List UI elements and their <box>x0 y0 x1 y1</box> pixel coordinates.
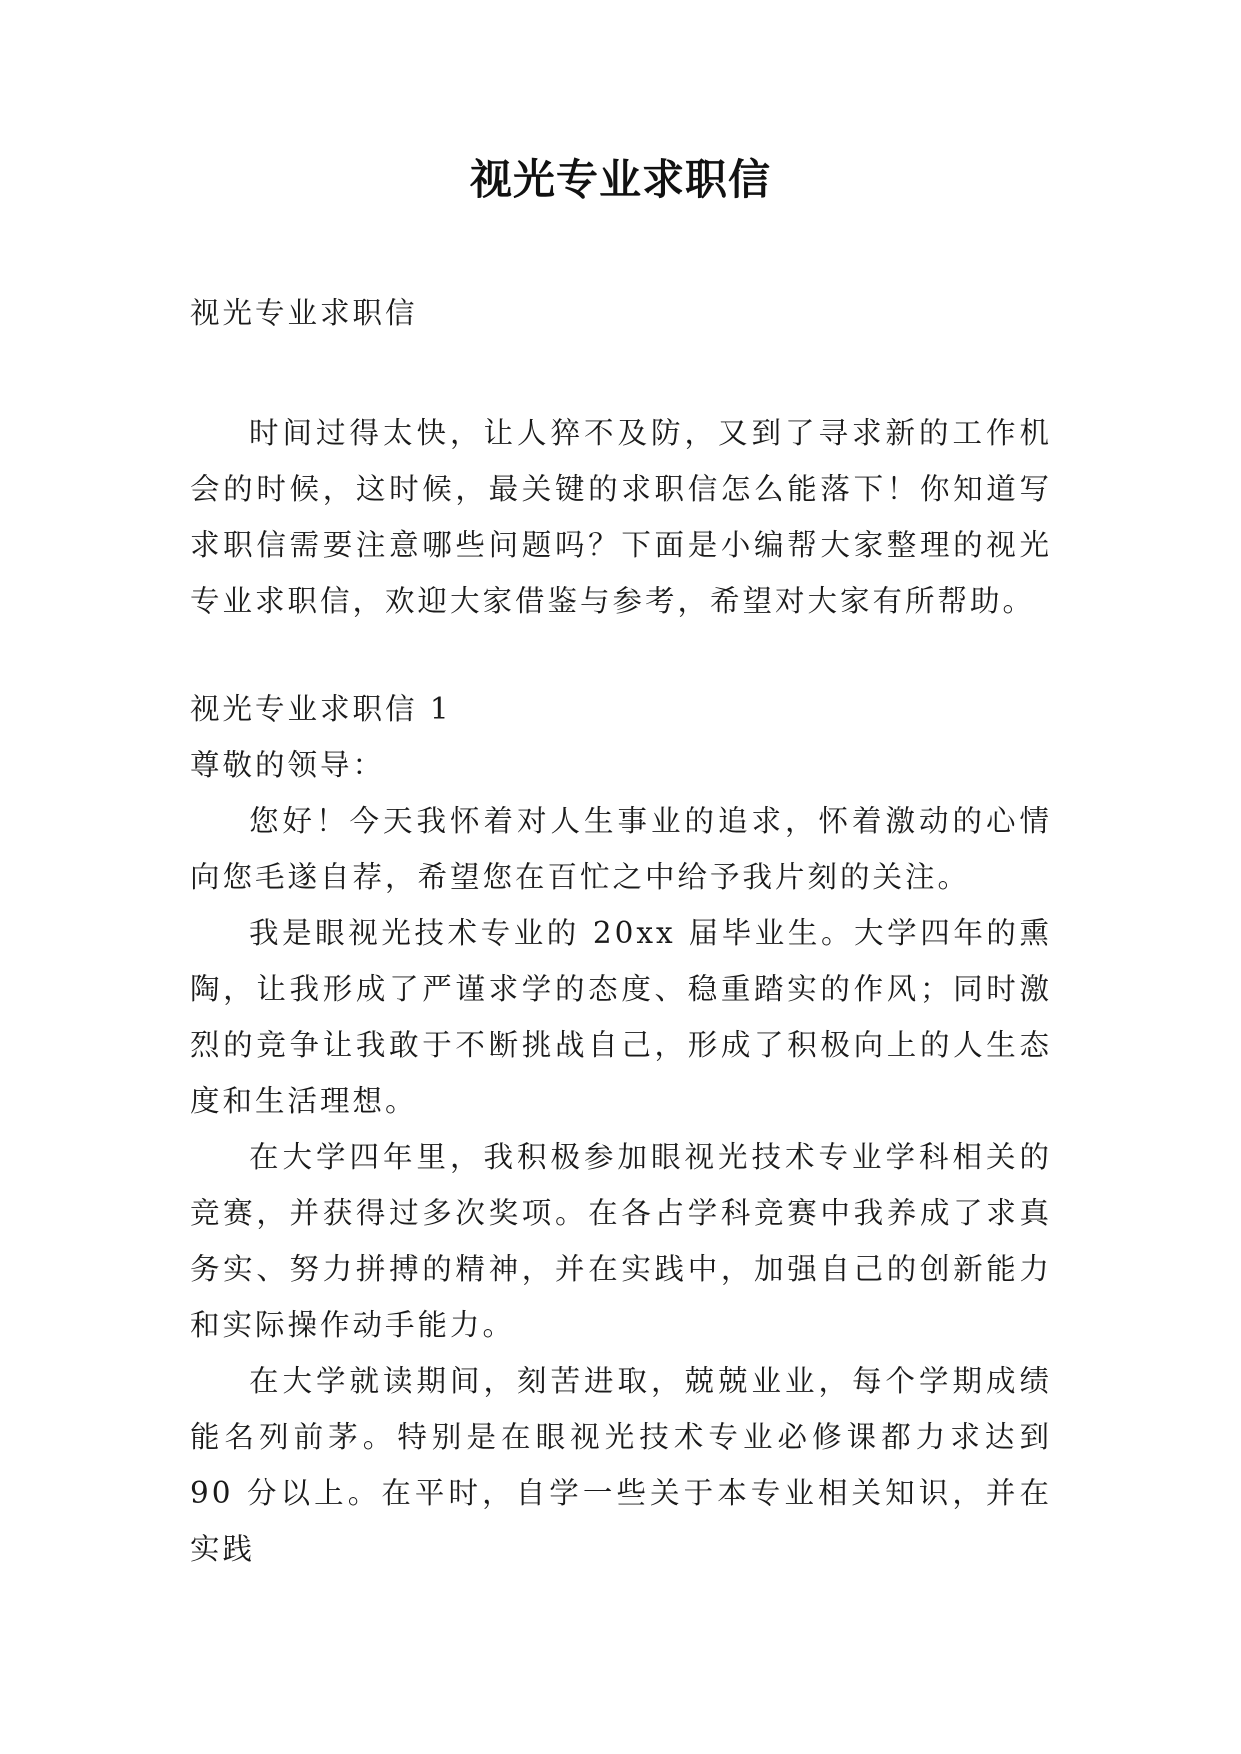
letter-paragraph: 在大学就读期间，刻苦进取，兢兢业业，每个学期成绩能名列前茅。特别是在眼视光技术专业必修课都力求达到 90 分以上。在平时，自学一些关于本专业相关知识，并在实践 <box>190 1364 1052 1566</box>
letter-paragraph: 在大学四年里，我积极参加眼视光技术专业学科相关的竞赛，并获得过多次奖项。在各占学科竞赛中我养成了求真务实、努力拼搏的精神，并在实践中，加强自己的创新能力和实际操作动手能力。 <box>190 1140 1052 1342</box>
spacer <box>190 341 1052 405</box>
letter-paragraph: 您好！今天我怀着对人生事业的追求，怀着激动的心情向您毛遂自荐，希望您在百忙之中给予我片刻的关注。 <box>190 804 1052 894</box>
spacer <box>190 629 1052 681</box>
intro-paragraph: 时间过得太快，让人猝不及防，又到了寻求新的工作机会的时候，这时候，最关键的求职信怎么能落下！你知道写求职信需要注意哪些问题吗？下面是小编帮大家整理的视光专业求职信，欢迎大家借鉴与参考，希望对大家有所帮助。 <box>190 416 1052 618</box>
letter-paragraph: 我是眼视光技术专业的 20xx 届毕业生。大学四年的熏陶，让我形成了严谨求学的态度、稳重踏实的作风；同时激烈的竞争让我敢于不断挑战自己，形成了积极向上的人生态度和生活理想。 <box>190 916 1052 1118</box>
letter-salutation: 尊敬的领导： <box>190 748 386 782</box>
letter-heading: 视光专业求职信 1 <box>190 692 452 726</box>
document-title: 视光专业求职信 <box>469 155 771 204</box>
document-body <box>190 285 1052 1577</box>
document-subtitle: 视光专业求职信 <box>190 296 418 330</box>
